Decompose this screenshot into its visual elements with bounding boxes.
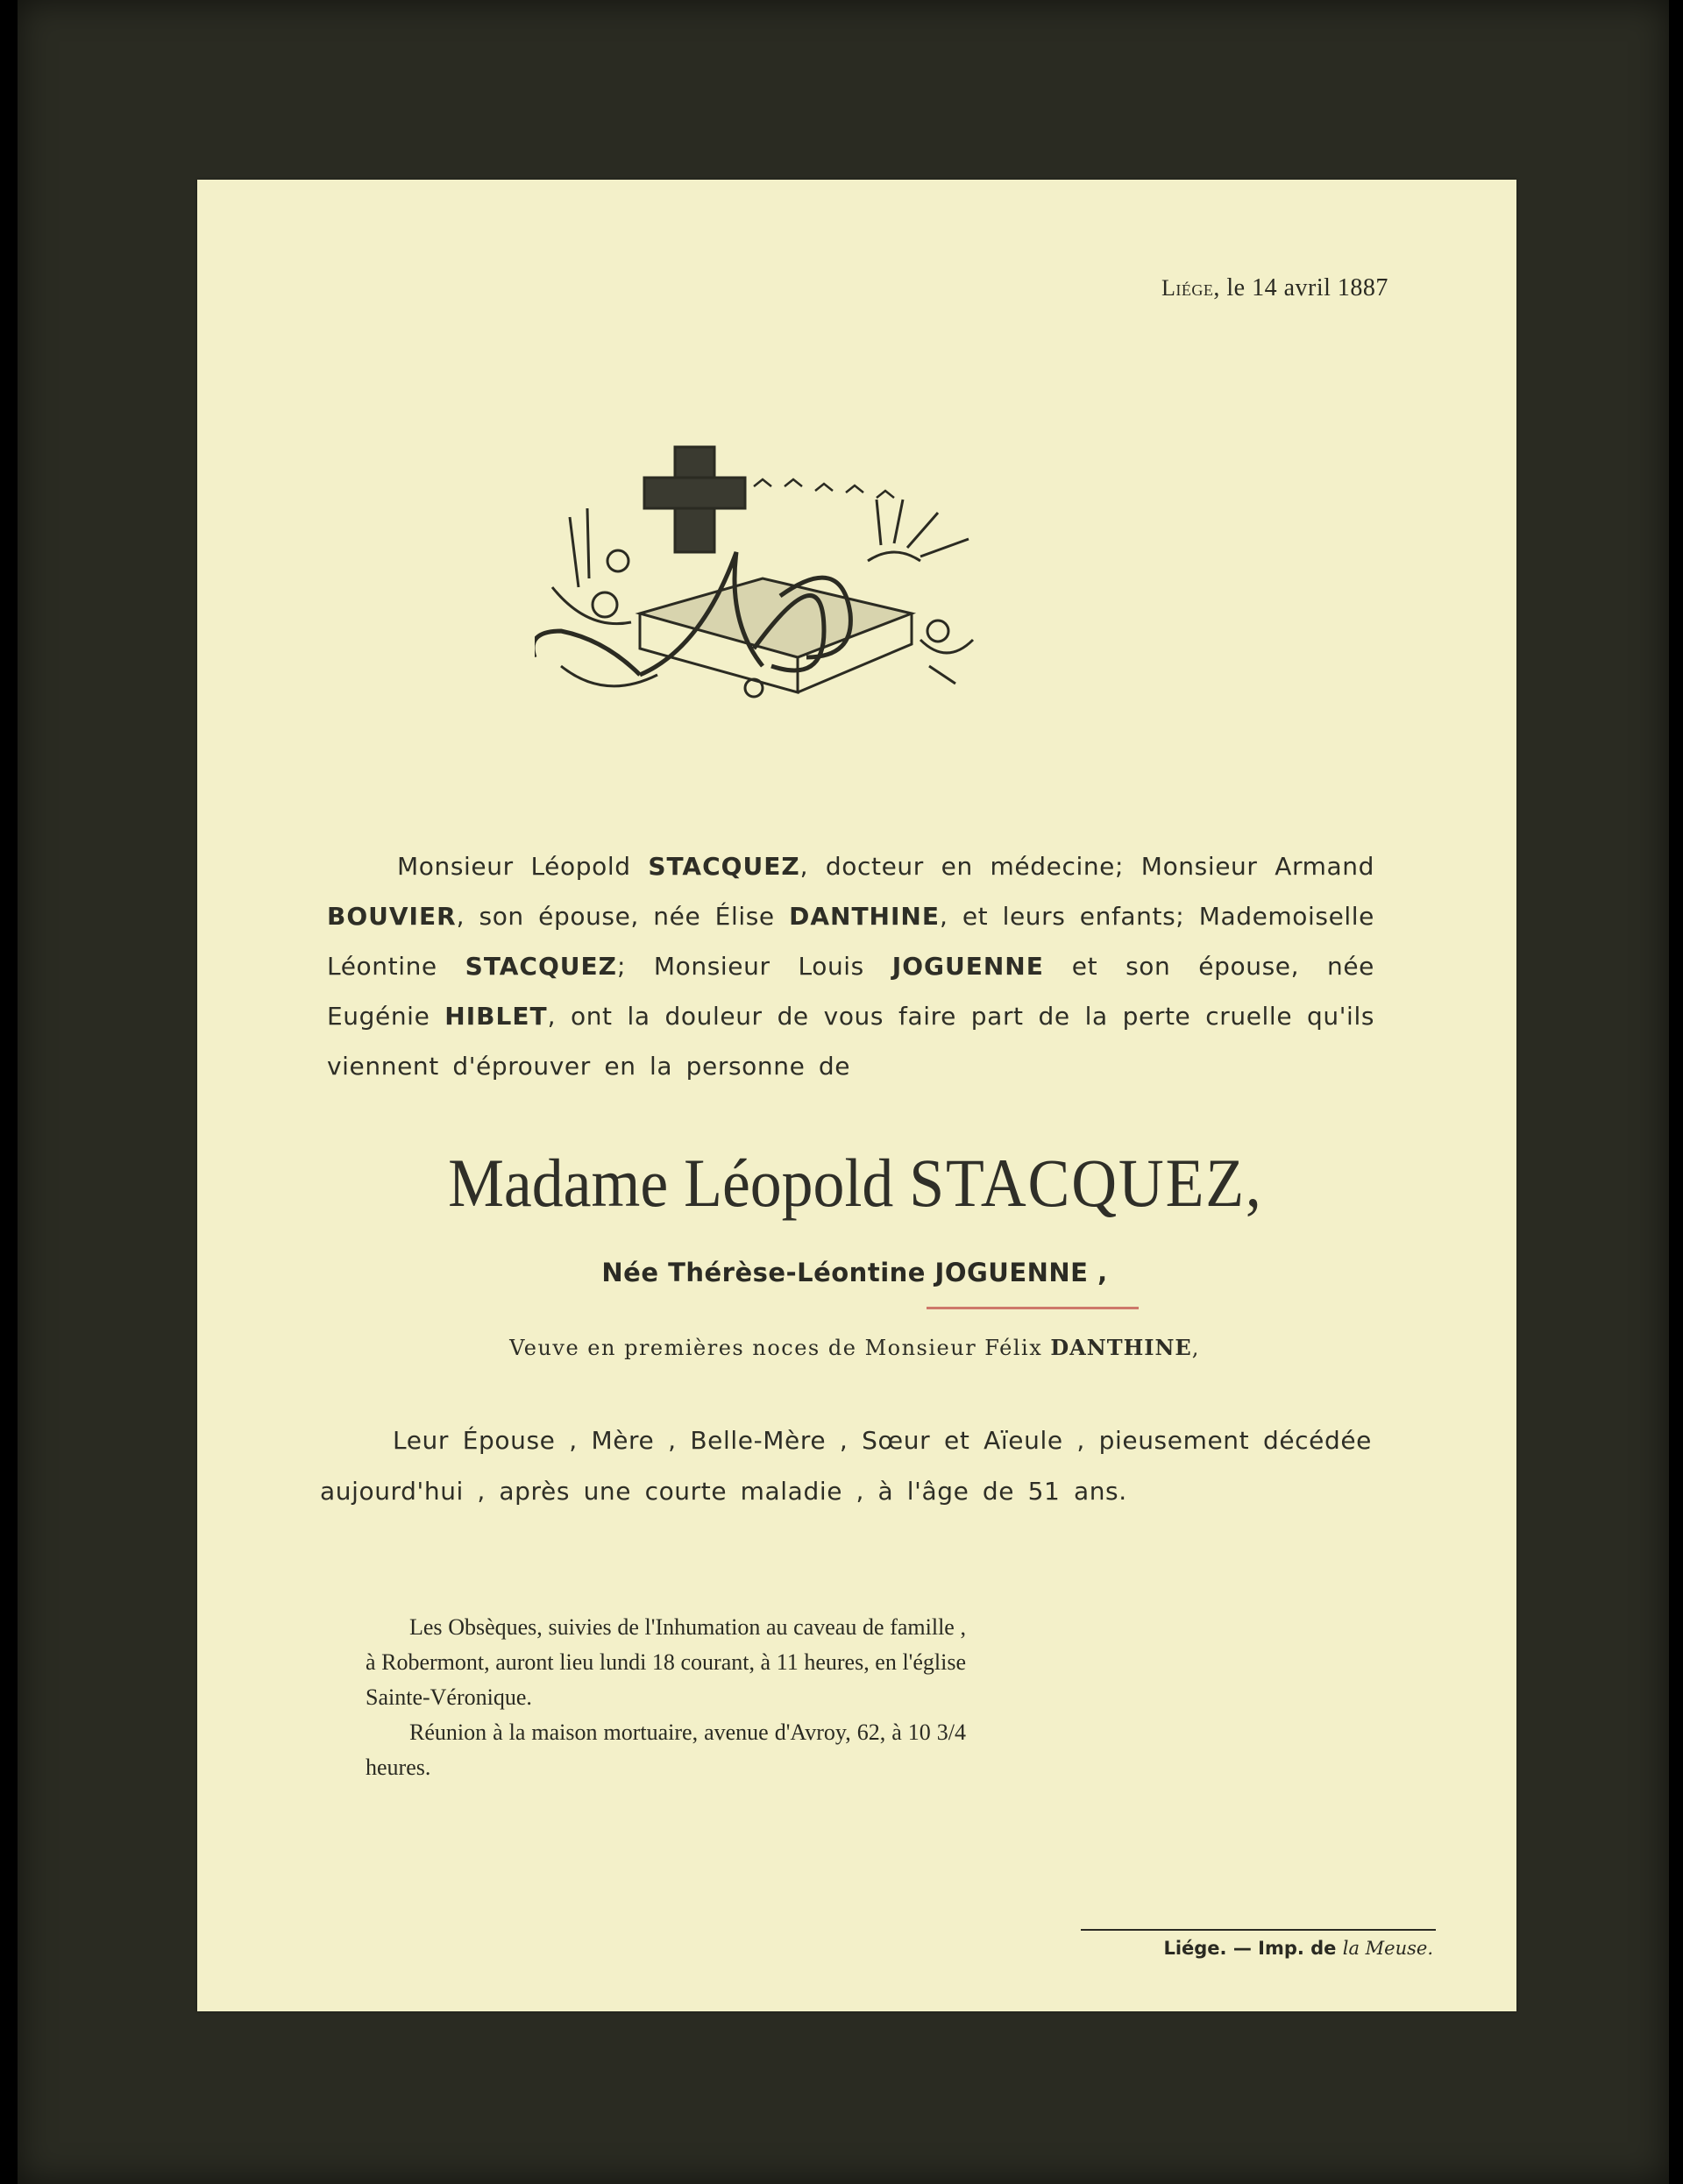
mourning-border xyxy=(18,0,1669,2184)
printer-prefix: Liége. — Imp. de xyxy=(1163,1938,1343,1959)
family-surname: DANTHINE xyxy=(789,902,940,931)
family-text: et son épouse, née Eugénie xyxy=(327,952,1375,1031)
deceased-name-suffix: , xyxy=(1245,1145,1261,1221)
family-surname: STACQUEZ xyxy=(465,952,617,981)
family-text: , docteur en médecine; Monsieur Armand xyxy=(799,852,1374,881)
widow-prefix: Veuve en premières noces de Monsieur Félix xyxy=(509,1336,1051,1360)
deceased-name-prefix: Madame Léopold xyxy=(448,1145,910,1221)
family-announcement xyxy=(327,841,1374,1091)
widow-surname: DANTHINE xyxy=(1050,1335,1192,1360)
funeral-service-text: Les Obsèques, suivies de l'Inhumation au caveau de famille , à Robermont, auront lieu lundi 18 courant, à 11 heures, en l'église Sainte-Véronique. xyxy=(366,1614,966,1710)
dateline-city: Liége xyxy=(1161,275,1214,301)
maiden-name: Née Thérèse-Léontine JOGUENNE , xyxy=(601,1258,1108,1287)
funeral-monogram-emblem-icon xyxy=(535,438,982,710)
family-text: ; Monsieur Louis xyxy=(616,952,892,981)
family-surname: BOUVIER xyxy=(327,902,457,931)
funeral-notice xyxy=(197,180,1516,2011)
dateline-date: , le 14 avril 1887 xyxy=(1213,274,1388,301)
family-text: , ont la douleur de vous faire part de la perte cruelle qu'ils viennent d'éprouver en la personne de xyxy=(327,1002,1375,1081)
funeral-details xyxy=(366,1610,966,1785)
widow-suffix: , xyxy=(1191,1336,1200,1360)
deceased-surname: STACQUEZ xyxy=(909,1145,1246,1221)
family-surname: STACQUEZ xyxy=(648,852,800,881)
printer-rule xyxy=(1081,1929,1436,1931)
family-surname: HIBLET xyxy=(444,1002,548,1031)
funeral-meeting-text: Réunion à la maison mortuaire, avenue d'Avroy, 62, à 10 3/4 heures. xyxy=(366,1720,966,1780)
printer-credit xyxy=(1144,1938,1433,1959)
dateline xyxy=(1161,274,1512,302)
family-text: , et leurs enfants; Mademoiselle Léontine xyxy=(327,902,1374,981)
eulogy-paragraph: Leur Épouse , Mère , Belle-Mère , Sœur et Aïeule , pieusement décédée aujourd'hui , après une courte maladie , à l'âge de 51 ans. xyxy=(320,1426,1372,1506)
red-underline xyxy=(927,1307,1139,1309)
family-text: , son épouse, née Élise xyxy=(456,902,790,931)
family-text: Monsieur Léopold xyxy=(397,852,649,881)
deceased-name xyxy=(371,1144,1339,1223)
printer-newspaper: la Meuse. xyxy=(1342,1938,1433,1959)
widow-line xyxy=(329,1335,1381,1360)
family-surname: JOGUENNE xyxy=(891,952,1044,981)
